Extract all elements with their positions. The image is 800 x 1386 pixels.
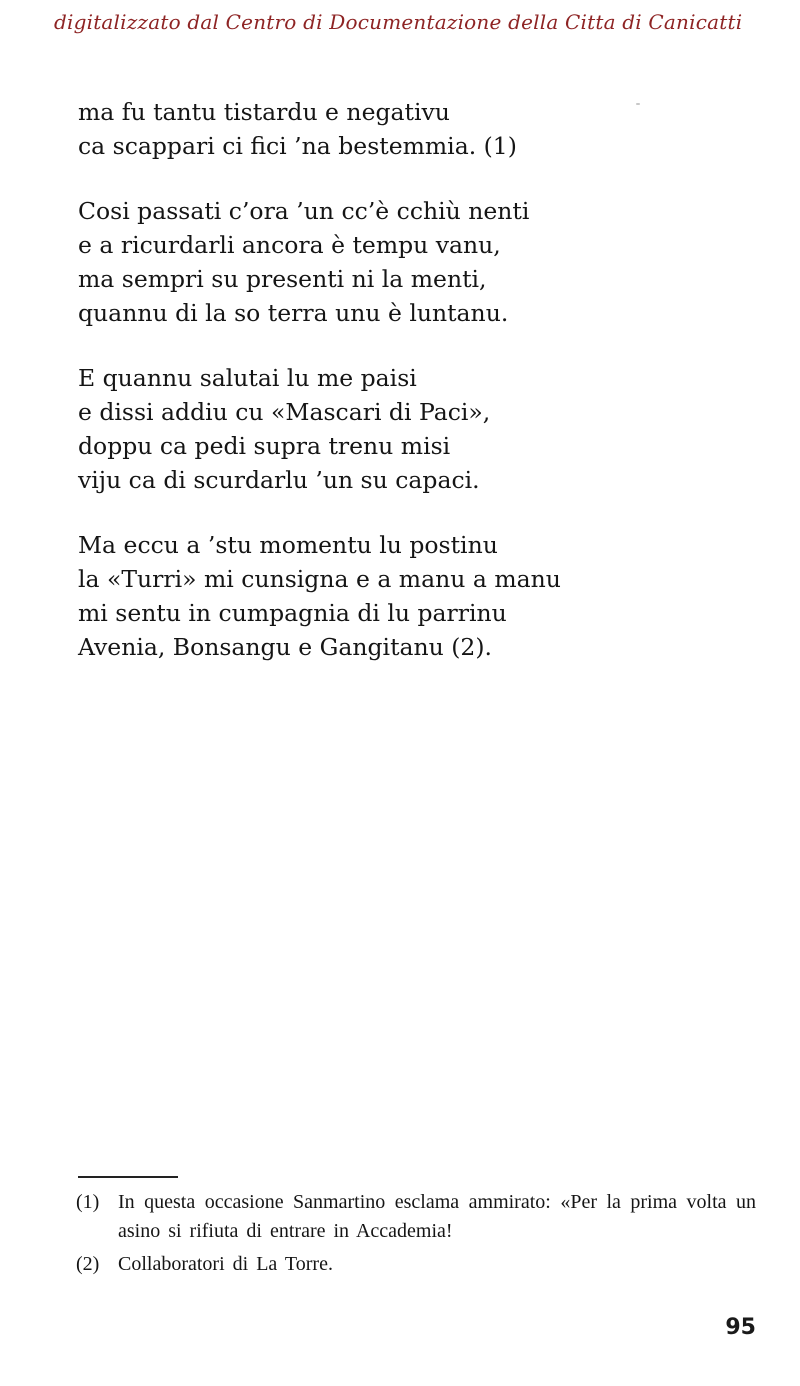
poem-line: e dissi addiu cu «Mascari di Paci», [78,398,491,426]
stanza-1 [78,95,758,163]
stanza-2 [78,194,758,330]
footnotes [76,1188,756,1283]
footnote-number: (1) [76,1191,100,1213]
footnote-divider [78,1176,178,1178]
footnote-text: In questa occasione Sanmartino esclama ammirato: «Per la prima volta un asino si rifiuta di entrare in Accademia! [118,1191,756,1242]
footnote-1 [76,1188,756,1246]
poem-line: ma sempri su presenti ni la menti, [78,265,487,293]
poem-body [78,95,758,695]
poem-line: e a ricurdarli ancora è tempu vanu, [78,231,501,259]
poem-line: la «Turri» mi cunsigna e a manu a manu [78,565,561,593]
poem-line: Avenia, Bonsangu e Gangitanu (2). [78,633,493,661]
poem-line: quannu di la so terra unu è luntanu. [78,299,509,327]
poem-line: ca scappari ci fici ’na bestemmia. (1) [78,132,517,160]
poem-line: mi sentu in cumpagnia di lu parrinu [78,599,507,627]
digitization-watermark: digitalizzato dal Centro di Documentazione della Citta di Canicatti [54,10,743,34]
poem-line: E quannu salutai lu me paisi [78,364,417,392]
stanza-4 [78,528,758,664]
footnote-text: Collaboratori di La Torre. [118,1253,333,1275]
poem-line: ma fu tantu tistardu e negativu [78,98,450,126]
footnote-number: (2) [76,1253,100,1275]
stanza-3 [78,361,758,497]
poem-line: Ma eccu a ’stu momentu lu postinu [78,531,498,559]
poem-line: Cosi passati c’ora ’un cc’è cchiù nenti [78,197,530,225]
poem-line: doppu ca pedi supra trenu misi [78,432,451,460]
page-number: 95 [725,1315,756,1340]
poem-line: viju ca di scurdarlu ’un su capaci. [78,466,480,494]
footnote-2 [76,1250,756,1279]
